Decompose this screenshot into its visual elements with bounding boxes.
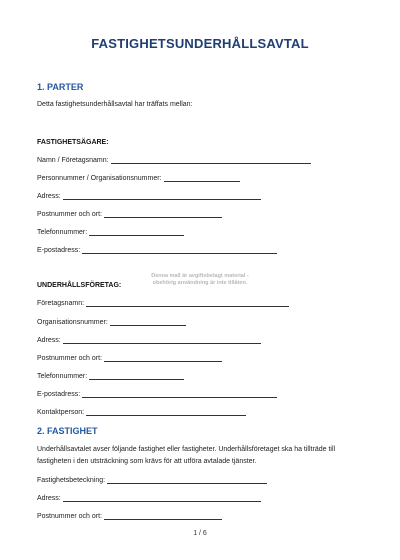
document-title: FASTIGHETSUNDERHÅLLSAVTAL	[91, 36, 309, 51]
contractor-company-field[interactable]	[37, 299, 289, 307]
owner-id-number-field[interactable]	[37, 174, 240, 182]
fill-line[interactable]	[63, 494, 261, 502]
fill-line[interactable]	[111, 156, 311, 164]
property-postal-field[interactable]	[37, 512, 222, 520]
fill-line[interactable]	[107, 476, 267, 484]
fill-line[interactable]	[82, 246, 277, 254]
fill-line[interactable]	[63, 192, 261, 200]
field-label: Kontaktperson:	[37, 409, 85, 416]
watermark-note: Denna mall är avgiftsbelagt material - obehörig användning är inte tillåten.	[151, 273, 249, 286]
field-label: E-postadress:	[37, 247, 81, 254]
field-label: Postnummer och ort:	[37, 211, 102, 218]
fill-line[interactable]	[89, 228, 184, 236]
fill-line[interactable]	[110, 318, 186, 326]
parties-intro: Detta fastighetsunderhållsavtal har träffats mellan:	[37, 101, 193, 108]
fill-line[interactable]	[89, 372, 184, 380]
owner-address-field[interactable]	[37, 192, 261, 200]
owner-email-field[interactable]	[37, 246, 277, 254]
field-label: Adress:	[37, 193, 61, 200]
field-label: Telefonnummer:	[37, 229, 88, 236]
field-label: Adress:	[37, 495, 61, 502]
contractor-phone-field[interactable]	[37, 372, 184, 380]
section-heading-parter: 1. PARTER	[37, 82, 84, 92]
owner-heading: FASTIGHETSÄGARE:	[37, 139, 109, 146]
contractor-postal-field[interactable]	[37, 354, 222, 362]
field-label: Telefonnummer:	[37, 373, 88, 380]
owner-name-field[interactable]	[37, 156, 311, 164]
fill-line[interactable]	[86, 408, 246, 416]
fill-line[interactable]	[164, 174, 240, 182]
fill-line[interactable]	[86, 299, 289, 307]
contractor-heading: UNDERHÅLLSFÖRETAG:	[37, 282, 122, 289]
field-label: Postnummer och ort:	[37, 355, 102, 362]
property-paragraph: Underhållsavtalet avser följande fastighet eller fastigheter. Underhållsföretaget ska ha tillträde till fastigheten i den utsträckning som krävs för att utföra avtalade tjänster.	[37, 446, 336, 465]
field-label: Fastighetsbeteckning:	[37, 477, 106, 484]
property-address-field[interactable]	[37, 494, 261, 502]
fill-line[interactable]	[82, 390, 277, 398]
property-designation-field[interactable]	[37, 476, 267, 484]
field-label: E-postadress:	[37, 391, 81, 398]
contractor-email-field[interactable]	[37, 390, 277, 398]
field-label: Adress:	[37, 337, 61, 344]
fill-line[interactable]	[104, 354, 222, 362]
owner-phone-field[interactable]	[37, 228, 184, 236]
field-label: Postnummer och ort:	[37, 513, 102, 520]
fill-line[interactable]	[104, 512, 222, 520]
contractor-org-number-field[interactable]	[37, 318, 186, 326]
contractor-address-field[interactable]	[37, 336, 261, 344]
field-label: Personnummer / Organisationsnummer:	[37, 175, 162, 182]
fill-line[interactable]	[63, 336, 261, 344]
field-label: Organisationsnummer:	[37, 319, 108, 326]
contractor-contact-field[interactable]	[37, 408, 246, 416]
section-heading-fastighet: 2. FASTIGHET	[37, 426, 98, 436]
field-label: Företagsnamn:	[37, 300, 85, 307]
fill-line[interactable]	[104, 210, 222, 218]
owner-postal-field[interactable]	[37, 210, 222, 218]
field-label: Namn / Företagsnamn:	[37, 157, 109, 164]
page-number: 1 / 6	[193, 530, 207, 537]
